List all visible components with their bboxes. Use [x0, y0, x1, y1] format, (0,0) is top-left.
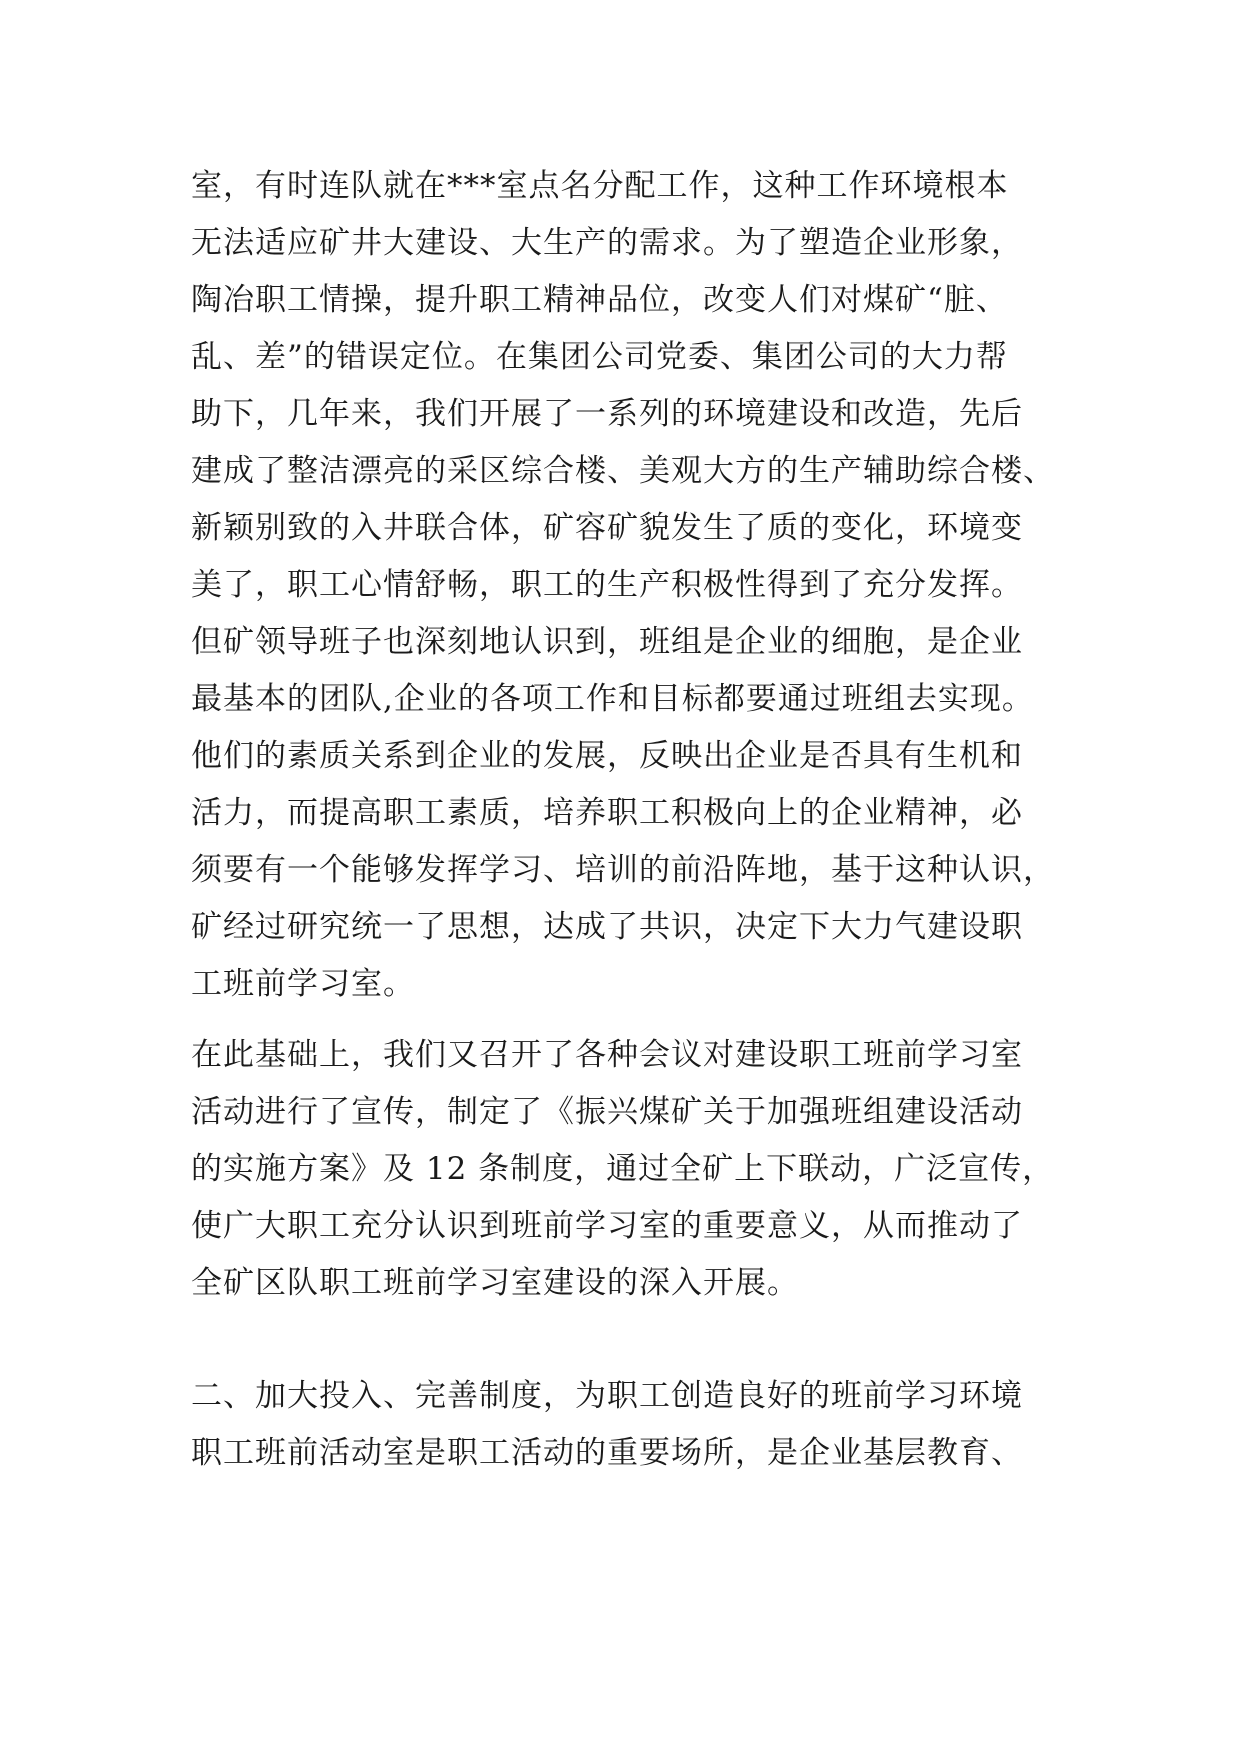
paragraph-line: 他们的素质关系到企业的发展，反映出企业是否具有生机和 [191, 738, 1023, 774]
paragraph-line: 室，有时连队就在***室点名分配工作，这种工作环境根本 [191, 168, 1009, 204]
section-heading: 二、加大投入、完善制度，为职工创造良好的班前学习环境 [191, 1378, 1023, 1414]
paragraph-line: 美了，职工心情舒畅，职工的生产积极性得到了充分发挥。 [191, 567, 1023, 603]
paragraph-line: 在此基础上，我们又召开了各种会议对建设职工班前学习室 [191, 1037, 1023, 1073]
paragraph-line: 活力，而提高职工素质，培养职工积极向上的企业精神，必 [191, 795, 1023, 831]
paragraph-line: 陶冶职工情操，提升职工精神品位，改变人们对煤矿“脏、 [191, 282, 1008, 318]
paragraph-3 [191, 1368, 1071, 1482]
paragraph-line: 活动进行了宣传，制定了《振兴煤矿关于加强班组建设活动 [191, 1094, 1023, 1130]
paragraph-line: 职工班前活动室是职工活动的重要场所，是企业基层教育、 [191, 1435, 1023, 1471]
paragraph-line: 新颖别致的入井联合体，矿容矿貌发生了质的变化，环境变 [191, 510, 1023, 546]
paragraph-line: 工班前学习室。 [191, 966, 415, 1002]
paragraph-line: 但矿领导班子也深刻地认识到，班组是企业的细胞，是企业 [191, 624, 1023, 660]
paragraph-2 [191, 1027, 1071, 1312]
paragraph-line: 乱、差”的错误定位。在集团公司党委、集团公司的大力帮 [191, 339, 1008, 375]
paragraph-line: 矿经过研究统一了思想，达成了共识，决定下大力气建设职 [191, 909, 1023, 945]
paragraph-line: 全矿区队职工班前学习室建设的深入开展。 [191, 1265, 799, 1301]
paragraph-line: 最基本的团队,企业的各项工作和目标都要通过班组去实现。 [191, 681, 1034, 717]
paragraph-1 [191, 158, 1071, 1013]
paragraph-line: 建成了整洁漂亮的采区综合楼、美观大方的生产辅助综合楼、 [191, 453, 1055, 489]
paragraph-line: 无法适应矿井大建设、大生产的需求。为了塑造企业形象， [191, 225, 1023, 261]
paragraph-line: 助下，几年来，我们开展了一系列的环境建设和改造，先后 [191, 396, 1023, 432]
paragraph-line: 须要有一个能够发挥学习、培训的前沿阵地，基于这种认识， [191, 852, 1055, 888]
paragraph-line: 的实施方案》及 12 条制度，通过全矿上下联动，广泛宣传， [191, 1151, 1055, 1187]
paragraph-line: 使广大职工充分认识到班前学习室的重要意义，从而推动了 [191, 1208, 1023, 1244]
